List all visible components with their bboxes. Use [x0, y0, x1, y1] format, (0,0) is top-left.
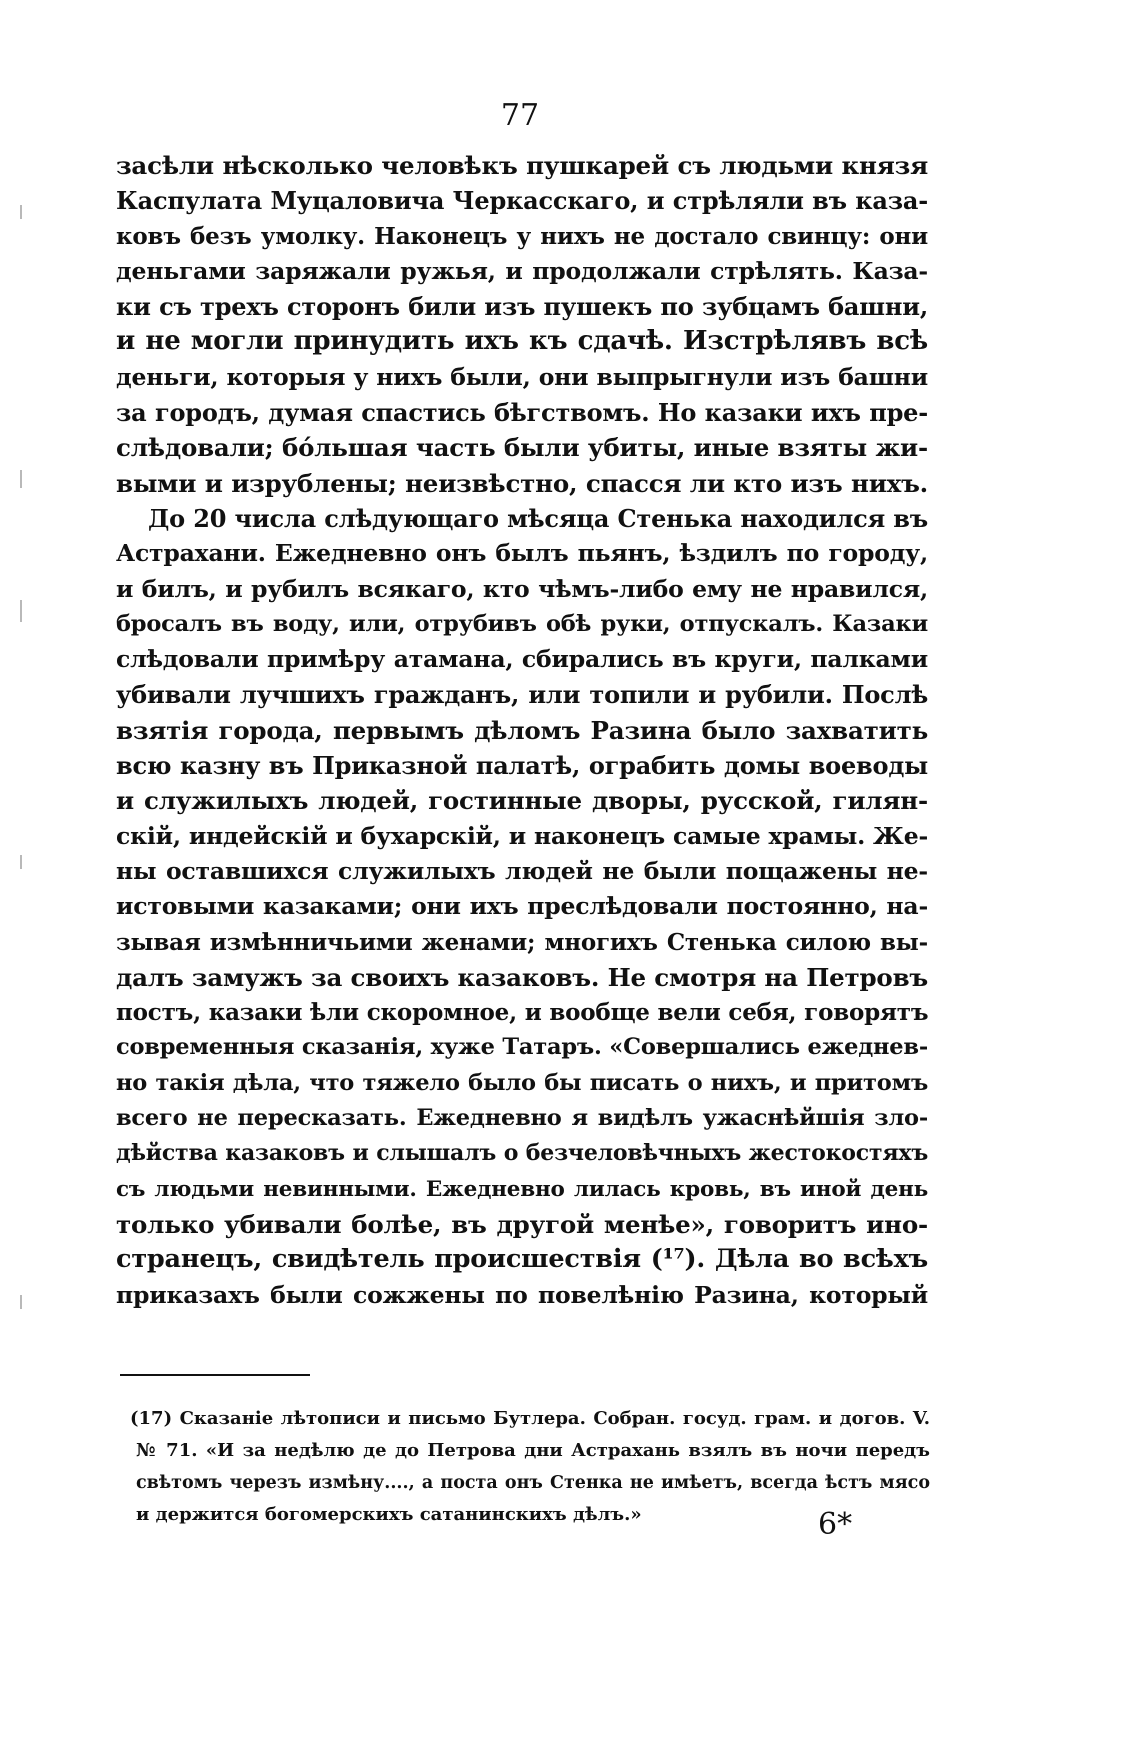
text-line: засѣли нѣсколько человѣкъ пушкарей съ людьми князя: [116, 151, 928, 180]
text-line: дѣйства казаковъ и слышалъ о безчеловѣчныхъ жестокостяхъ: [116, 1140, 928, 1167]
margin-mark: [20, 205, 22, 219]
text-line: всего не пересказать. Ежедневно я видѣлъ ужаснѣйшія зло-: [116, 1105, 928, 1132]
text-line: деньгами заряжали ружья, и продолжали стрѣлять. Каза-: [116, 256, 928, 285]
text-line: деньги, которыя у нихъ были, они выпрыгнули изъ башни: [116, 362, 928, 391]
margin-mark: [20, 855, 22, 869]
text-line: Каспулата Муцаловича Черкасскаго, и стрѣляли въ каза-: [116, 186, 928, 216]
margin-mark: [20, 1295, 22, 1309]
text-line: убивали лучшихъ гражданъ, или топили и рубили. Послѣ: [116, 680, 928, 710]
text-line: зывая измѣнничьими женами; многихъ Стенька силою вы-: [116, 928, 928, 956]
text-line: взятія города, первымъ дѣломъ Разина было захватить: [116, 715, 928, 745]
text-line: и не могли принудить ихъ къ сдачѣ. Изстрѣлявъ всѣ: [116, 326, 928, 357]
printer-signature-mark: 6*: [818, 1507, 853, 1542]
text-line: и служилыхъ людей, гостинные дворы, русской, гилян-: [116, 786, 928, 816]
text-line: До 20 числа слѣдующаго мѣсяца Стенька находился въ: [148, 503, 928, 533]
text-line: всю казну въ Приказной палатѣ, ограбить домы воеводы: [116, 751, 928, 781]
text-line: скій, индейскій и бухарскій, и наконецъ самые храмы. Же-: [116, 821, 928, 850]
margin-mark: [20, 600, 22, 622]
text-line: слѣдовали; бóльшая часть были убиты, иные взяты жи-: [116, 433, 928, 463]
text-line: истовыми казаками; они ихъ преслѣдовали постоянно, на-: [116, 892, 928, 921]
page-number: 77: [500, 98, 540, 133]
text-line: только убивали болѣе, въ другой менѣе», говоритъ ино-: [116, 1209, 928, 1239]
text-line: ны оставшихся служилыхъ людей не были пощажены не-: [116, 856, 928, 885]
footnote-line: (17) Сказаніе лѣтописи и письмо Бутлера. Собран. госуд. грам. и догов. V.: [130, 1408, 930, 1429]
text-line: странецъ, свидѣтель происшествія (¹⁷). Дѣла во всѣхъ: [116, 1244, 928, 1275]
text-line: далъ замужъ за своихъ казаковъ. Не смотря на Петровъ: [116, 962, 928, 992]
text-line: приказахъ были сожжены по повелѣнію Разина, который: [116, 1280, 928, 1309]
footnote-separator: [120, 1374, 310, 1376]
footnote-line: свѣтомъ черезъ измѣну...., а поста онъ Стенка не имѣетъ, всегда ѣстъ мясо: [136, 1473, 930, 1493]
footnote-line: и держится богомерскихъ сатанинскихъ дѣлъ.»: [136, 1504, 642, 1525]
text-line: и билъ, и рубилъ всякаго, кто чѣмъ-либо ему не нравился,: [116, 574, 928, 603]
footnote-line: № 71. «И за недѣлю де до Петрова дни Астрахань взялъ въ ночи передъ: [136, 1440, 930, 1461]
text-line: ковъ безъ умолку. Наконецъ у нихъ не достало свинцу: они: [116, 222, 928, 250]
text-line: выми и изрублены; неизвѣстно, спасся ли кто изъ нихъ.: [116, 468, 928, 498]
text-line: слѣдовали примѣру атамана, сбирались въ круги, палками: [116, 645, 928, 674]
text-line: бросалъ въ воду, или, отрубивъ обѣ руки, отпускалъ. Казаки: [116, 610, 928, 637]
text-line: съ людьми невинными. Ежедневно лилась кровь, въ иной день: [116, 1176, 928, 1202]
margin-mark: [20, 470, 22, 488]
text-line: но такія дѣла, что тяжело было бы писать о нихъ, и притомъ: [116, 1069, 928, 1096]
footnote: [130, 1403, 930, 1531]
main-text: [116, 148, 928, 1313]
text-line: постъ, казаки ѣли скоромное, и вообще вели себя, говорятъ: [116, 999, 929, 1027]
text-line: современныя сказанія, хуже Татаръ. «Совершались ежеднев-: [116, 1034, 928, 1061]
text-line: Астрахани. Ежедневно онъ былъ пьянъ, ѣздилъ по городу,: [116, 539, 928, 568]
text-line: за городъ, думая спастись бѣгствомъ. Но казаки ихъ пре-: [116, 398, 928, 428]
text-line: ки съ трехъ сторонъ били изъ пушекъ по зубцамъ башни,: [116, 292, 928, 322]
